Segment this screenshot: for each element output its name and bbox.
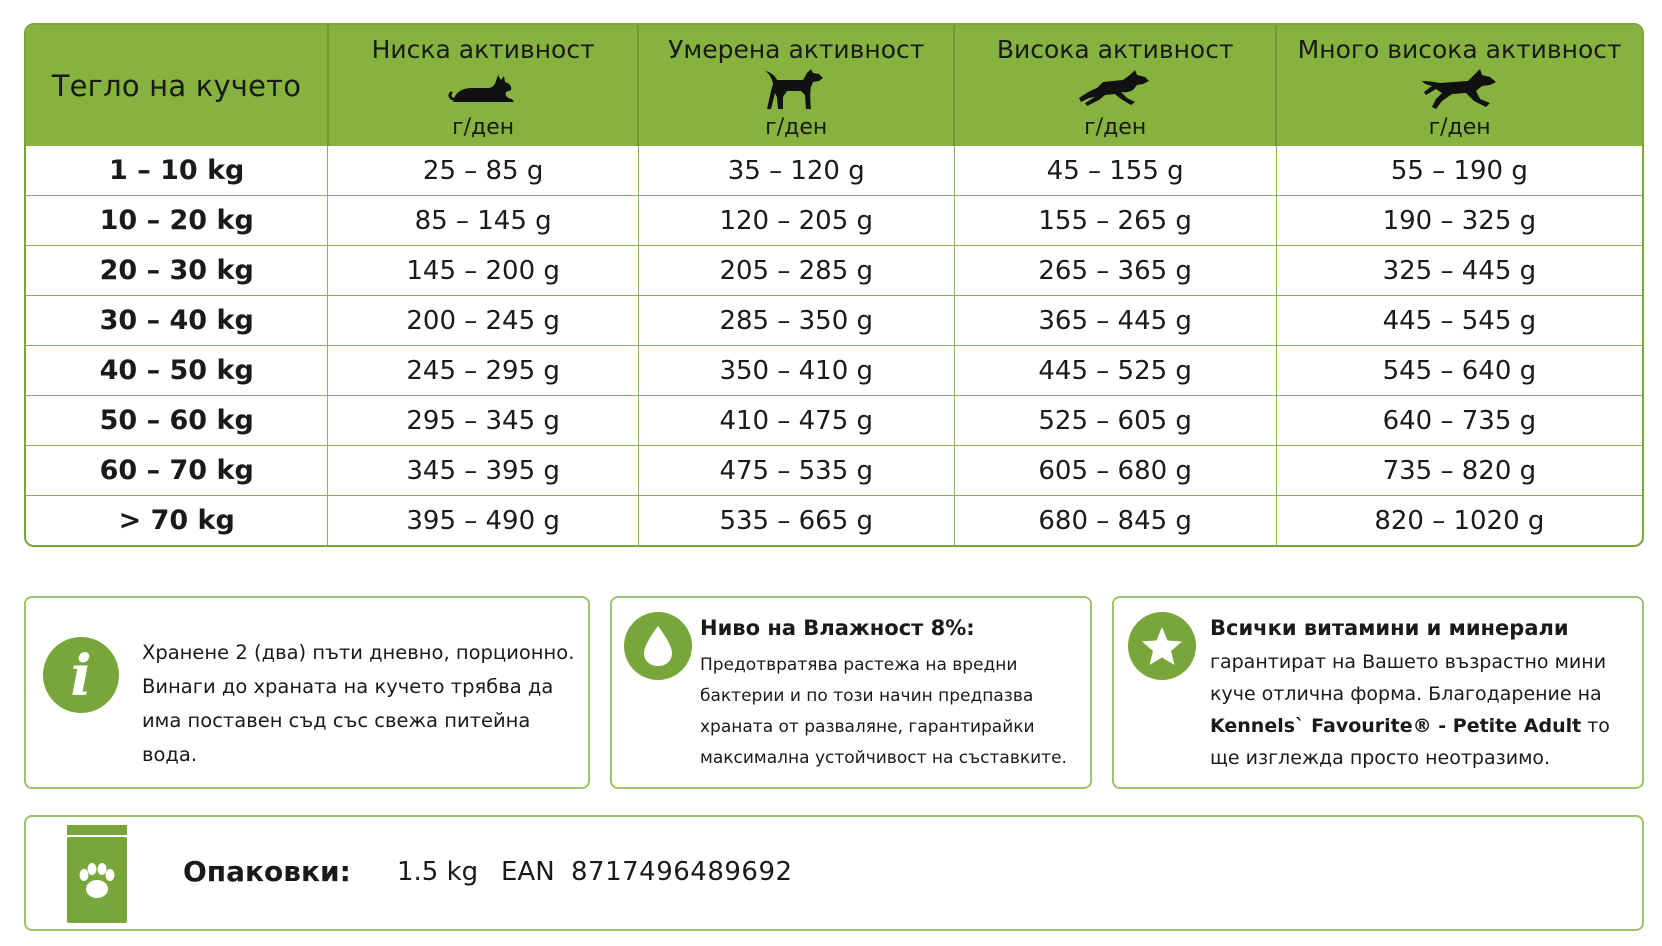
food-bag-paw-icon — [64, 825, 130, 927]
moderate-activity-cell: 350 – 410 g — [638, 346, 954, 396]
packaging-size: 1.5 kg — [397, 857, 479, 887]
column-title: Много висока активност — [1297, 35, 1622, 64]
low-activity-cell: 245 – 295 g — [328, 346, 638, 396]
table-row — [26, 496, 1642, 546]
weight-cell: 10 – 20 kg — [26, 196, 328, 246]
low-activity-cell: 295 – 345 g — [328, 396, 638, 446]
ean-code: 8717496489692 — [571, 857, 793, 887]
table-row — [26, 396, 1642, 446]
very-high-activity-cell: 55 – 190 g — [1276, 146, 1642, 196]
weight-cell: 30 – 40 kg — [26, 296, 328, 346]
moderate-activity-column-header — [638, 25, 954, 146]
moderate-activity-cell: 535 – 665 g — [638, 496, 954, 546]
very-high-activity-cell: 820 – 1020 g — [1276, 496, 1642, 546]
vitamins-info-box — [1112, 596, 1644, 789]
moderate-activity-cell: 205 – 285 g — [638, 246, 954, 296]
low-activity-cell: 345 – 395 g — [328, 446, 638, 496]
high-activity-cell: 365 – 445 g — [954, 296, 1276, 346]
column-title: Висока активност — [996, 35, 1234, 64]
feeding-info-box — [24, 596, 590, 789]
high-activity-cell: 525 – 605 g — [954, 396, 1276, 446]
table-header-row — [26, 25, 1642, 146]
low-activity-cell: 85 – 145 g — [328, 196, 638, 246]
high-activity-cell: 680 – 845 g — [954, 496, 1276, 546]
packaging-box — [24, 815, 1644, 931]
table-row — [26, 196, 1642, 246]
moderate-activity-cell: 410 – 475 g — [638, 396, 954, 446]
low-activity-cell: 395 – 490 g — [328, 496, 638, 546]
star-icon — [1128, 612, 1196, 680]
high-activity-cell: 45 – 155 g — [954, 146, 1276, 196]
table-row — [26, 296, 1642, 346]
feeding-table — [24, 23, 1644, 547]
column-unit: г/ден — [765, 115, 828, 140]
feeding-info-text: Хранене 2 (два) пъти дневно, порционно. Винаги до храната на кучето трябва да има поставен съд със свежа питейна вода. — [142, 641, 575, 766]
weight-cell: 20 – 30 kg — [26, 246, 328, 296]
high-activity-column-header — [954, 25, 1276, 146]
column-title: Ниска активност — [371, 35, 595, 64]
very-high-activity-cell: 325 – 445 g — [1276, 246, 1642, 296]
weight-cell: 60 – 70 kg — [26, 446, 328, 496]
table-row — [26, 246, 1642, 296]
dog-lying-icon — [448, 67, 518, 111]
high-activity-cell: 265 – 365 g — [954, 246, 1276, 296]
vitamins-text — [1210, 646, 1638, 774]
column-unit: г/ден — [452, 115, 515, 140]
very-high-activity-cell: 190 – 325 g — [1276, 196, 1642, 246]
moisture-title: Ниво на Влажност 8%: — [700, 616, 975, 640]
table-row — [26, 146, 1642, 196]
weight-cell: 1 – 10 kg — [109, 155, 245, 186]
moderate-activity-cell: 35 – 120 g — [638, 146, 954, 196]
vitamins-title: Всички витамини и минерали — [1210, 616, 1569, 640]
very-high-activity-cell: 545 – 640 g — [1276, 346, 1642, 396]
low-activity-cell: 25 – 85 g — [328, 146, 638, 196]
column-unit: г/ден — [1084, 115, 1147, 140]
dog-running-icon — [1420, 67, 1500, 111]
table-row — [26, 346, 1642, 396]
low-activity-cell: 145 – 200 g — [328, 246, 638, 296]
vitamins-text-before: гарантират на Вашето възрастно мини куче отлична форма. Благодарение на — [1210, 651, 1607, 705]
dog-standing-icon — [763, 67, 829, 111]
high-activity-cell: 155 – 265 g — [954, 196, 1276, 246]
weight-column-header — [26, 25, 328, 146]
weight-cell: 50 – 60 kg — [26, 396, 328, 446]
moderate-activity-cell: 285 – 350 g — [638, 296, 954, 346]
water-drop-icon — [624, 612, 692, 680]
column-unit: г/ден — [1428, 115, 1491, 140]
low-activity-cell: 200 – 245 g — [328, 296, 638, 346]
moisture-info-box — [610, 596, 1092, 789]
very-high-activity-cell: 640 – 735 g — [1276, 396, 1642, 446]
high-activity-cell: 605 – 680 g — [954, 446, 1276, 496]
vitamins-text-after: то ще изглежда просто неотразимо. — [1210, 715, 1610, 769]
weight-header-label: Тегло на кучето — [51, 68, 302, 103]
brand-name: Kennels` Favourite® - Petite Adult — [1210, 715, 1582, 737]
high-activity-cell: 445 – 525 g — [954, 346, 1276, 396]
info-icon: i — [43, 637, 119, 713]
packaging-label: Опаковки: — [183, 855, 351, 888]
moderate-activity-cell: 475 – 535 g — [638, 446, 954, 496]
very-high-activity-column-header — [1276, 25, 1642, 146]
ean-label: EAN — [501, 857, 555, 887]
column-title: Умерена активност — [668, 35, 925, 64]
dog-jumping-icon — [1075, 67, 1155, 111]
low-activity-column-header — [328, 25, 638, 146]
table-row — [26, 446, 1642, 496]
very-high-activity-cell: 445 – 545 g — [1276, 296, 1642, 346]
moderate-activity-cell: 120 – 205 g — [638, 196, 954, 246]
moisture-text: Предотвратява растежа на вредни бактерии и по този начин предпазва храната от разваляне, гарантирайки максимална устойчивост на съставките. — [700, 655, 1067, 768]
weight-cell: > 70 kg — [26, 496, 328, 546]
weight-cell: 40 – 50 kg — [26, 346, 328, 396]
very-high-activity-cell: 735 – 820 g — [1276, 446, 1642, 496]
